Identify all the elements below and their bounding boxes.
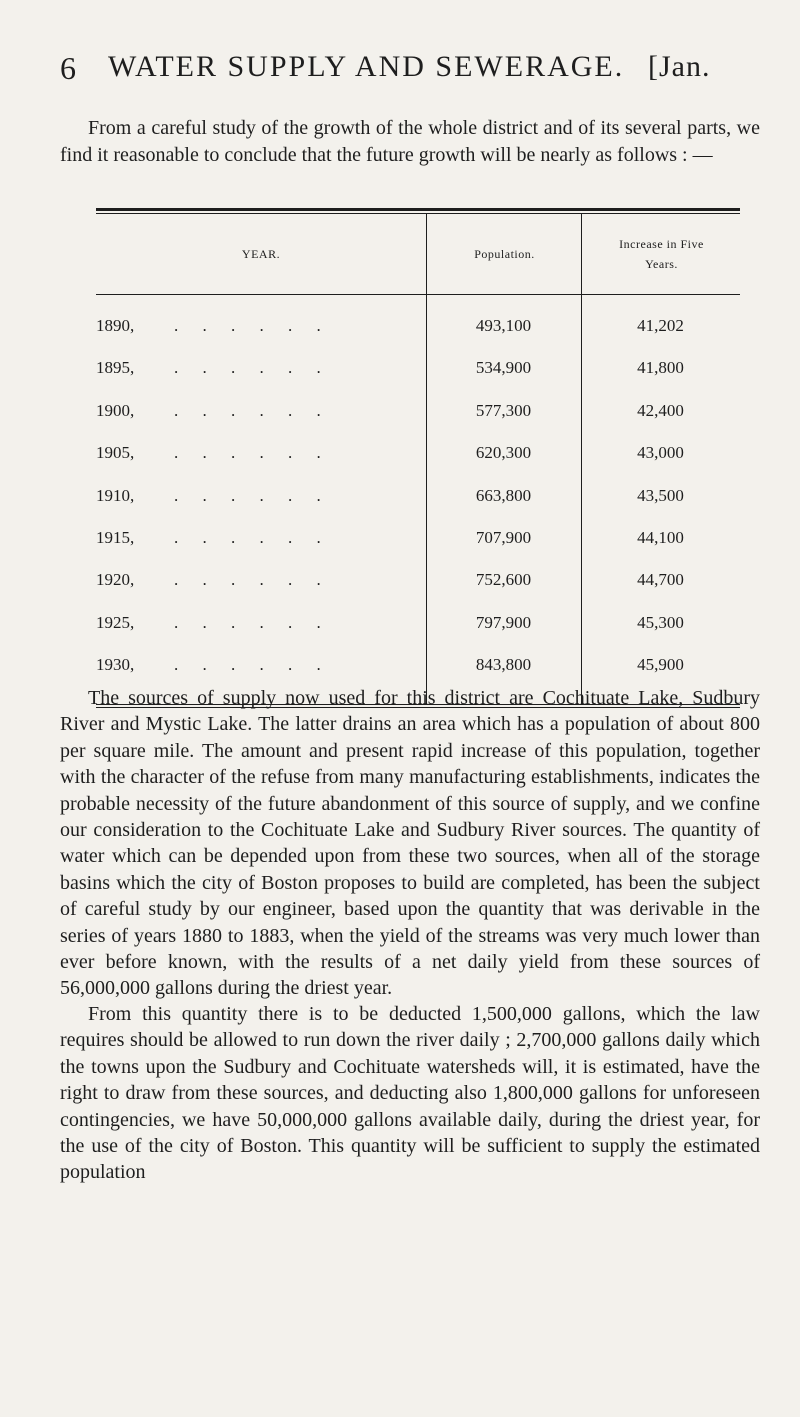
row-year: 1920, bbox=[96, 570, 135, 590]
row-increase: 45,300 bbox=[637, 612, 684, 632]
table-row bbox=[96, 486, 740, 516]
table-body bbox=[96, 295, 740, 704]
leader-dots: . . . . . . bbox=[174, 443, 331, 463]
header-year: YEAR. bbox=[241, 247, 281, 261]
table-row bbox=[96, 316, 740, 346]
header-increase-line2: Years. bbox=[645, 257, 678, 271]
table-header bbox=[96, 214, 740, 295]
row-year: 1905, bbox=[96, 443, 135, 463]
table-row bbox=[96, 358, 740, 388]
header-increase-line1: Increase in Five bbox=[619, 237, 704, 251]
page-number: 6 bbox=[60, 50, 77, 86]
issue-label: [Jan. bbox=[648, 50, 711, 83]
leader-dots: . . . . . . bbox=[174, 358, 331, 378]
row-year: 1915, bbox=[96, 528, 135, 547]
leader-dots: . . . . . . bbox=[174, 485, 331, 505]
row-year: 1930, bbox=[96, 655, 135, 675]
row-year: 1910, bbox=[96, 485, 135, 505]
leader-dots: . . . . . . bbox=[174, 400, 331, 420]
row-population: 752,600 bbox=[475, 570, 532, 590]
row-year: 1925, bbox=[96, 612, 135, 632]
row-population: 534,900 bbox=[475, 358, 532, 378]
row-year: 1895, bbox=[96, 358, 135, 378]
table-row bbox=[96, 401, 740, 431]
row-increase: 44,100 bbox=[637, 528, 684, 547]
row-year: 1900, bbox=[96, 400, 135, 420]
leader-dots: . . . . . . bbox=[174, 612, 331, 632]
sources-paragraph: The sources of supply now used for this district are Cochituate Lake, Sudbury River and Mystic Lake. The latter drains an area which has a population of about 800 per square mile. The amount and present rapid increase of this population, together with the character of the refuse from many manufacturing establishments, indicates the probable necessity of the future abandonment of this source of supply, and we confine our consideration to the Cochituate Lake and Sudbury River sources. The quantity of water which can be depended upon from these two sources, when all of the storage basins which the city of Boston proposes to build are completed, has been the subject of careful study by our engineer, based upon the quantity that was derivable in the series of years 1880 to 1883, when the yield of the streams was very much lower than ever before known, with the results of a net daily yield from these sources of 56,000,000 gallons during the driest year. bbox=[60, 687, 760, 1000]
row-increase: 41,800 bbox=[637, 358, 684, 378]
intro-paragraph: From a careful study of the growth of the whole district and of its several parts, we find it reasonable to conclude that the future growth will be nearly as follows : — bbox=[60, 117, 760, 166]
page-header bbox=[0, 50, 800, 90]
header-population: Population. bbox=[474, 247, 535, 261]
row-population: 493,100 bbox=[475, 316, 532, 335]
table-top-rule bbox=[96, 208, 740, 211]
row-increase: 43,000 bbox=[637, 443, 684, 463]
row-increase: 45,900 bbox=[637, 655, 684, 675]
row-increase: 42,400 bbox=[637, 400, 684, 420]
row-population: 797,900 bbox=[475, 612, 532, 632]
table-row bbox=[96, 655, 740, 685]
header-increase bbox=[582, 234, 741, 274]
row-population: 707,900 bbox=[475, 528, 532, 547]
row-population: 577,300 bbox=[475, 400, 532, 420]
leader-dots: . . . . . . bbox=[174, 316, 331, 335]
row-year: 1890, bbox=[96, 316, 135, 335]
table-row bbox=[96, 443, 740, 473]
row-population: 663,800 bbox=[475, 485, 532, 505]
row-increase: 41,202 bbox=[637, 316, 684, 335]
table-row bbox=[96, 570, 740, 600]
row-increase: 43,500 bbox=[637, 485, 684, 505]
leader-dots: . . . . . . bbox=[174, 528, 331, 547]
population-table bbox=[96, 208, 740, 708]
deduction-paragraph: From this quantity there is to be deducted 1,500,000 gallons, which the law requires should be allowed to run down the river daily ; 2,700,000 gallons daily which the towns upon the Sudbury and Cochituate watersheds will, it is estimated, have the right to draw from these sources, and deducting also 1,800,000 gallons for unforeseen contingencies, we have 50,000,000 gallons available daily, during the driest year, for the use of the city of Boston. This quantity will be sufficient to supply the estimated population bbox=[60, 1003, 760, 1184]
table-row bbox=[96, 613, 740, 643]
leader-dots: . . . . . . bbox=[174, 570, 331, 590]
table-row bbox=[96, 528, 740, 558]
running-title: WATER SUPPLY AND SEWERAGE. bbox=[108, 50, 625, 83]
row-population: 843,800 bbox=[475, 655, 532, 675]
row-population: 620,300 bbox=[475, 443, 532, 463]
leader-dots: . . . . . . bbox=[174, 655, 331, 675]
row-increase: 44,700 bbox=[637, 570, 684, 590]
